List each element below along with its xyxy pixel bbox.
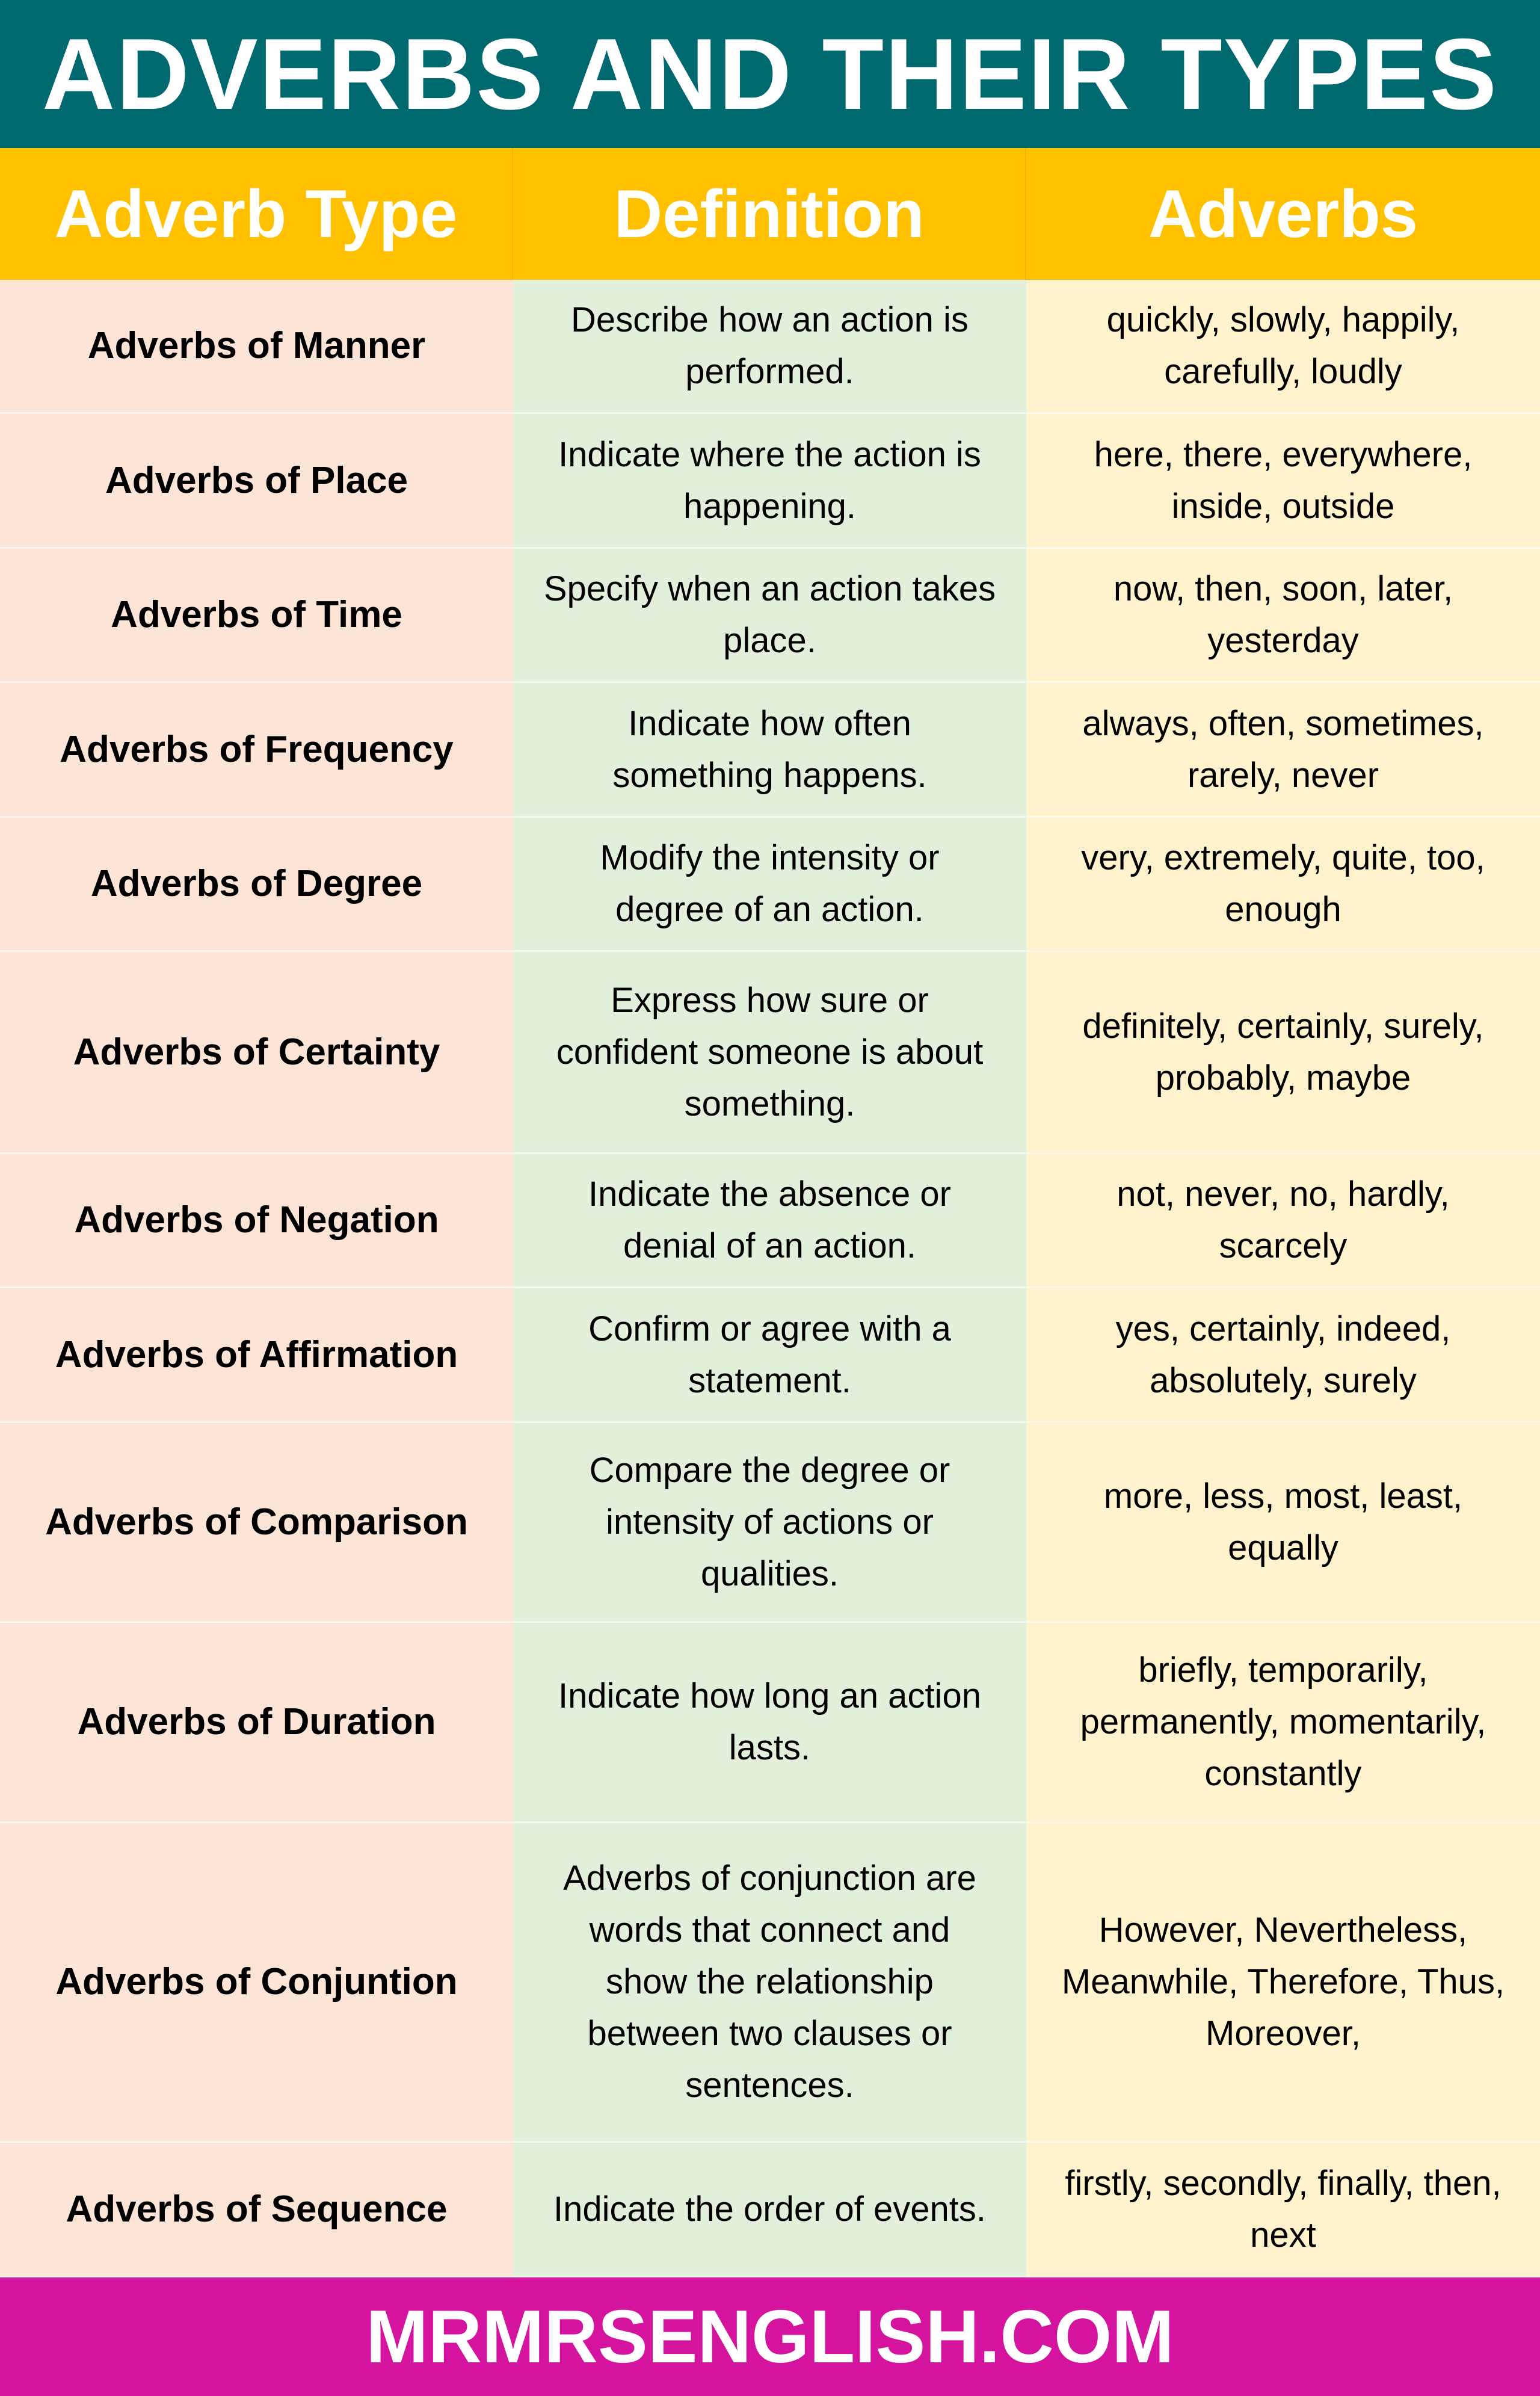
website-footer: MRMRSENGLISH.COM — [0, 2277, 1540, 2396]
adverbs-cell: firstly, secondly, finally, then, next — [1026, 2143, 1540, 2277]
definition-cell: Compare the degree or intensity of actions or qualities. — [513, 1423, 1026, 1623]
adverb-type-cell: Adverbs of Conjuntion — [0, 1823, 513, 2143]
definition-cell: Adverbs of conjunction are words that connect and show the relationship between two clauses or sentences. — [513, 1823, 1026, 2143]
column-header-definition: Definition — [513, 148, 1026, 280]
adverbs-cell: very, extremely, quite, too, enough — [1026, 818, 1540, 952]
adverbs-cell: always, often, sometimes, rarely, never — [1026, 683, 1540, 818]
adverbs-cell: quickly, slowly, happily, carefully, loudly — [1026, 280, 1540, 414]
definition-cell: Confirm or agree with a statement. — [513, 1288, 1026, 1423]
definition-cell: Modify the intensity or degree of an action. — [513, 818, 1026, 952]
adverb-type-cell: Adverbs of Degree — [0, 818, 513, 952]
definition-cell: Specify when an action takes place. — [513, 549, 1026, 683]
column-header-type: Adverb Type — [0, 148, 513, 280]
adverbs-cell: more, less, most, least, equally — [1026, 1423, 1540, 1623]
adverb-type-cell: Adverbs of Certainty — [0, 952, 513, 1154]
adverbs-cell: now, then, soon, later, yesterday — [1026, 549, 1540, 683]
page-title: ADVERBS AND THEIR TYPES — [0, 0, 1540, 148]
definition-cell: Indicate how often something happens. — [513, 683, 1026, 818]
adverbs-cell: briefly, temporarily, permanently, momentarily, constantly — [1026, 1623, 1540, 1823]
adverb-type-cell: Adverbs of Manner — [0, 280, 513, 414]
adverbs-cell: yes, certainly, indeed, absolutely, surely — [1026, 1288, 1540, 1423]
definition-cell: Indicate the order of events. — [513, 2143, 1026, 2277]
adverb-type-cell: Adverbs of Negation — [0, 1154, 513, 1288]
definition-cell: Indicate where the action is happening. — [513, 414, 1026, 549]
adverbs-cell: not, never, no, hardly, scarcely — [1026, 1154, 1540, 1288]
adverb-type-cell: Adverbs of Comparison — [0, 1423, 513, 1623]
adverb-type-cell: Adverbs of Affirmation — [0, 1288, 513, 1423]
definition-cell: Express how sure or confident someone is about something. — [513, 952, 1026, 1154]
adverbs-cell: However, Nevertheless, Meanwhile, Therefore, Thus, Moreover, — [1026, 1823, 1540, 2143]
adverbs-cell: here, there, everywhere, inside, outside — [1026, 414, 1540, 549]
adverb-type-cell: Adverbs of Place — [0, 414, 513, 549]
adverb-type-cell: Adverbs of Duration — [0, 1623, 513, 1823]
definition-cell: Indicate how long an action lasts. — [513, 1623, 1026, 1823]
adverbs-cell: definitely, certainly, surely, probably, maybe — [1026, 952, 1540, 1154]
adverb-type-cell: Adverbs of Sequence — [0, 2143, 513, 2277]
adverb-type-cell: Adverbs of Time — [0, 549, 513, 683]
definition-cell: Describe how an action is performed. — [513, 280, 1026, 414]
adverb-type-cell: Adverbs of Frequency — [0, 683, 513, 818]
column-header-adverbs: Adverbs — [1026, 148, 1540, 280]
definition-cell: Indicate the absence or denial of an action. — [513, 1154, 1026, 1288]
adverbs-table — [0, 148, 1540, 2277]
